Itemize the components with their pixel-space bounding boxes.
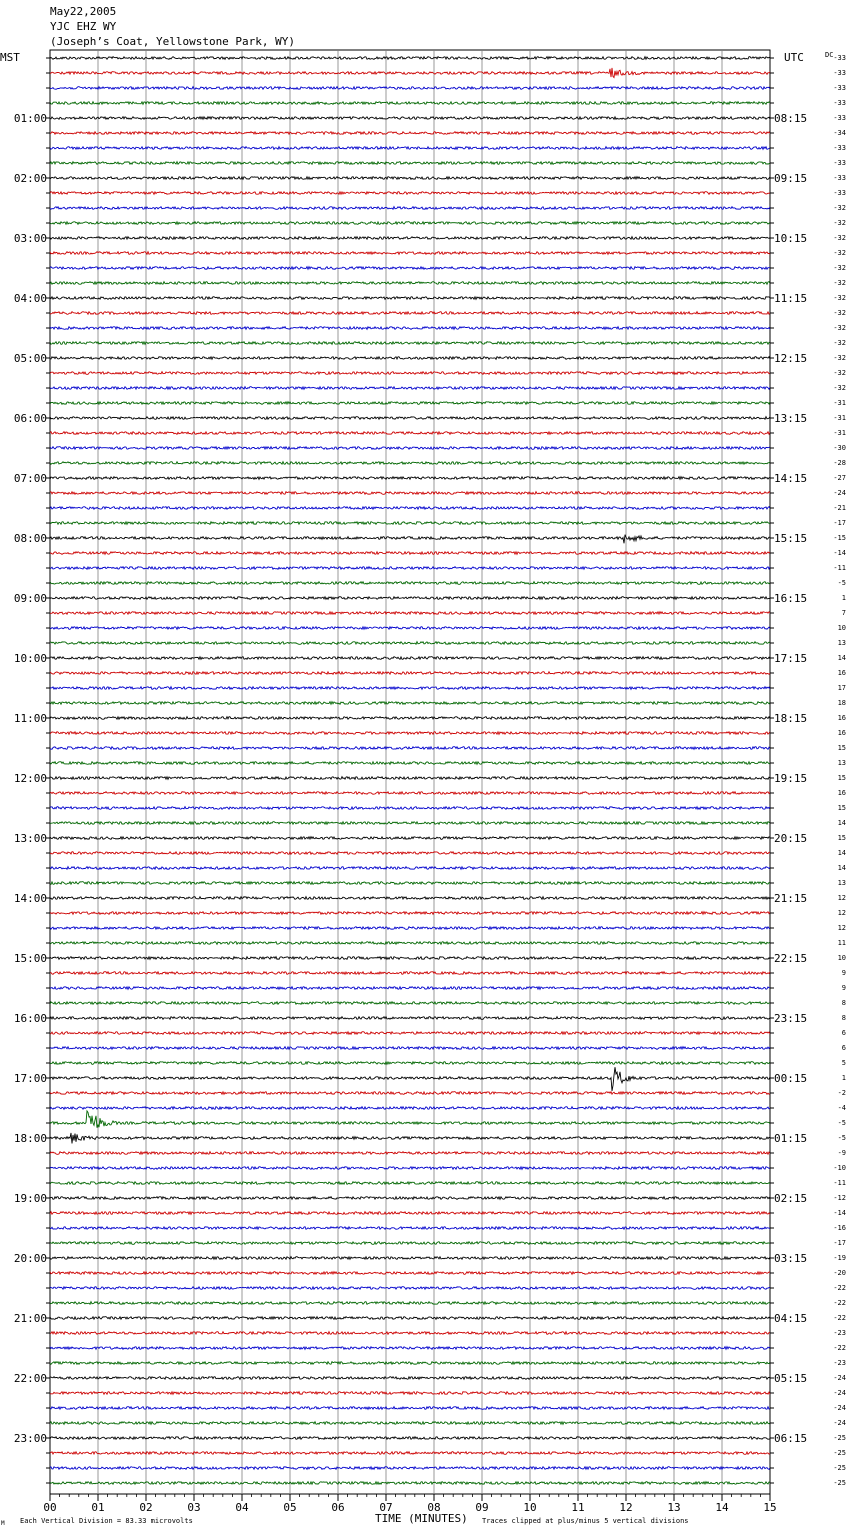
utc-hour-label: 06:15 <box>774 1432 808 1445</box>
dc-offset-label: -32 <box>833 204 846 212</box>
utc-hour-label: 22:15 <box>774 952 808 965</box>
trace-black <box>50 1317 770 1320</box>
trace-black <box>50 417 770 420</box>
trace-blue <box>50 1407 770 1410</box>
record-date: May22,2005 <box>50 5 117 18</box>
trace-red <box>50 552 770 555</box>
x-tick-label: 15 <box>763 1501 777 1514</box>
trace-red <box>50 1092 770 1095</box>
dc-offset-label: 14 <box>837 849 846 857</box>
utc-hour-label: 18:15 <box>774 712 808 725</box>
trace-red <box>50 1332 770 1335</box>
dc-offset-label: -31 <box>833 399 846 407</box>
clipping-note: Traces clipped at plus/minus 5 vertical divisions <box>482 1517 689 1525</box>
dc-offset-label: -32 <box>833 339 846 347</box>
trace-black <box>50 1377 770 1380</box>
chart-grid <box>50 50 770 1494</box>
dc-offset-label: 5 <box>841 1059 846 1067</box>
station-code: YJC EHZ WY <box>50 20 117 33</box>
dc-offset-label: -23 <box>833 1329 846 1337</box>
dc-offset-label: 13 <box>837 879 846 887</box>
left-timezone-label: MST <box>0 51 20 64</box>
trace-green <box>50 222 770 225</box>
dc-offset-label: 1 <box>841 594 846 602</box>
dc-offset-label: -16 <box>833 1224 846 1232</box>
trace-red <box>50 1212 770 1215</box>
trace-blue <box>50 327 770 330</box>
trace-green <box>50 462 770 465</box>
utc-hour-label: 01:15 <box>774 1132 808 1145</box>
mst-hour-label: 16:00 <box>13 1012 47 1025</box>
dc-offset-label: -33 <box>833 69 846 77</box>
trace-green <box>50 1182 770 1185</box>
trace-black <box>50 237 770 240</box>
trace-black <box>50 1067 770 1091</box>
dc-offset-label: -2 <box>837 1089 846 1097</box>
dc-offset-label: 8 <box>841 1014 846 1022</box>
trace-red <box>50 432 770 435</box>
dc-offset-label: 16 <box>837 714 846 722</box>
dc-offset-label: -23 <box>833 1359 846 1367</box>
dc-offset-label: -24 <box>833 1389 846 1397</box>
dc-offset-label: -24 <box>833 489 846 497</box>
dc-offset-label: -24 <box>833 1404 846 1412</box>
trace-blue <box>50 987 770 990</box>
utc-hour-label: 17:15 <box>774 652 808 665</box>
corner-mark: M <box>1 1520 5 1527</box>
trace-red <box>50 732 770 735</box>
trace-black <box>50 177 770 180</box>
dc-offset-label: 7 <box>841 609 846 617</box>
trace-blue <box>50 1107 770 1110</box>
mst-hour-label: 15:00 <box>13 952 47 965</box>
utc-hour-label: 08:15 <box>774 112 808 125</box>
utc-hour-label: 10:15 <box>774 232 808 245</box>
dc-offset-label: -17 <box>833 519 846 527</box>
trace-blue <box>50 807 770 810</box>
trace-red <box>50 1152 770 1155</box>
trace-red <box>50 68 770 78</box>
trace-green <box>50 582 770 585</box>
x-tick-label: 02 <box>139 1501 153 1514</box>
dc-offset-label: -32 <box>833 279 846 287</box>
dc-offset-label: -33 <box>833 84 846 92</box>
dc-offset-label: 10 <box>837 954 846 962</box>
trace-green <box>50 1362 770 1365</box>
dc-offset-label: 13 <box>837 759 846 767</box>
utc-hour-label: 11:15 <box>774 292 808 305</box>
dc-offset-label: 1 <box>841 1074 846 1082</box>
trace-red <box>50 372 770 375</box>
dc-offset-label: 16 <box>837 729 846 737</box>
mst-hour-label: 22:00 <box>13 1372 47 1385</box>
dc-offset-label: -10 <box>833 1164 846 1172</box>
trace-red <box>50 132 770 135</box>
mst-hour-label: 18:00 <box>13 1132 47 1145</box>
dc-offset-label: 15 <box>837 834 846 842</box>
trace-green <box>50 1482 770 1485</box>
utc-hour-label: 13:15 <box>774 412 808 425</box>
right-timezone-label: UTC <box>784 51 804 64</box>
mst-hour-label: 20:00 <box>13 1252 47 1265</box>
dc-offset-label: -31 <box>833 414 846 422</box>
dc-offset-label: -4 <box>837 1104 846 1112</box>
x-tick-label: 10 <box>523 1501 537 1514</box>
x-tick-label: 09 <box>475 1501 489 1514</box>
trace-red <box>50 612 770 615</box>
trace-green <box>50 642 770 645</box>
dc-offset-label: -32 <box>833 294 846 302</box>
dc-offset-label: -32 <box>833 369 846 377</box>
trace-blue <box>50 747 770 750</box>
trace-black <box>50 717 770 720</box>
trace-blue <box>50 1347 770 1350</box>
x-axis-title: TIME (MINUTES) <box>375 1512 468 1525</box>
dc-offset-label: 16 <box>837 669 846 677</box>
trace-blue <box>50 207 770 210</box>
mst-hour-label: 05:00 <box>13 352 47 365</box>
dc-offset-label: -34 <box>833 129 846 137</box>
trace-blue <box>50 1167 770 1170</box>
x-tick-label: 07 <box>379 1501 393 1514</box>
vertical-division-note: Each Vertical Division = 83.33 microvolts <box>20 1517 193 1525</box>
trace-black <box>50 657 770 660</box>
trace-blue <box>50 1227 770 1230</box>
trace-blue <box>50 927 770 930</box>
chart-axes <box>14 54 846 1514</box>
trace-red <box>50 252 770 255</box>
dc-offset-label: 9 <box>841 969 846 977</box>
x-tick-label: 05 <box>283 1501 297 1514</box>
utc-hour-label: 12:15 <box>774 352 808 365</box>
trace-blue <box>50 267 770 270</box>
trace-black <box>50 57 770 60</box>
trace-red <box>50 1452 770 1455</box>
mst-hour-label: 04:00 <box>13 292 47 305</box>
trace-black <box>50 1133 770 1144</box>
utc-hour-label: 15:15 <box>774 532 808 545</box>
mst-hour-label: 01:00 <box>13 112 47 125</box>
x-tick-label: 11 <box>571 1501 585 1514</box>
dc-offset-label: -5 <box>837 579 846 587</box>
dc-offset-label: -9 <box>837 1149 846 1157</box>
dc-offset-label: -32 <box>833 264 846 272</box>
utc-hour-label: 05:15 <box>774 1372 808 1385</box>
dc-offset-label: -25 <box>833 1449 846 1457</box>
mst-hour-label: 12:00 <box>13 772 47 785</box>
trace-black <box>50 777 770 780</box>
trace-green <box>50 1422 770 1425</box>
mst-hour-label: 10:00 <box>13 652 47 665</box>
dc-offset-label: 17 <box>837 684 846 692</box>
plot-frame <box>50 50 770 1494</box>
trace-green <box>50 882 770 885</box>
trace-blue <box>50 567 770 570</box>
trace-blue <box>50 447 770 450</box>
dc-offset-label: -22 <box>833 1284 846 1292</box>
trace-black <box>50 1257 770 1260</box>
dc-offset-label: -20 <box>833 1269 846 1277</box>
dc-offset-label: -33 <box>833 114 846 122</box>
utc-hour-label: 02:15 <box>774 1192 808 1205</box>
trace-blue <box>50 867 770 870</box>
dc-offset-label: 15 <box>837 804 846 812</box>
x-tick-label: 00 <box>43 1501 57 1514</box>
dc-offset-label: 6 <box>841 1029 846 1037</box>
trace-black <box>50 1437 770 1440</box>
trace-green <box>50 282 770 285</box>
trace-red <box>50 192 770 195</box>
mst-hour-label: 19:00 <box>13 1192 47 1205</box>
dc-offset-label: -12 <box>833 1194 846 1202</box>
dc-offset-label: -32 <box>833 249 846 257</box>
x-tick-label: 01 <box>91 1501 105 1514</box>
dc-offset-label: 10 <box>837 624 846 632</box>
dc-offset-label: 16 <box>837 789 846 797</box>
dc-offset-label: -33 <box>833 54 846 62</box>
dc-offset-label: -21 <box>833 504 846 512</box>
trace-green <box>50 702 770 705</box>
utc-hour-label: 16:15 <box>774 592 808 605</box>
dc-offset-label: -14 <box>833 1209 846 1217</box>
dc-offset-label: -33 <box>833 189 846 197</box>
dc-offset-label: -22 <box>833 1299 846 1307</box>
trace-red <box>50 972 770 975</box>
dc-offset-label: -32 <box>833 219 846 227</box>
trace-black <box>50 597 770 600</box>
x-tick-label: 08 <box>427 1501 441 1514</box>
dc-offset-label: -32 <box>833 234 846 242</box>
mst-hour-label: 06:00 <box>13 412 47 425</box>
dc-offset-label: -5 <box>837 1134 846 1142</box>
trace-red <box>50 492 770 495</box>
utc-hour-label: 14:15 <box>774 472 808 485</box>
dc-offset-label: -24 <box>833 1419 846 1427</box>
mst-hour-label: 02:00 <box>13 172 47 185</box>
dc-offset-label: -11 <box>833 564 846 572</box>
trace-green <box>50 1111 770 1128</box>
trace-green <box>50 1242 770 1245</box>
trace-green <box>50 1002 770 1005</box>
trace-green <box>50 1062 770 1065</box>
dc-offset-label: -32 <box>833 384 846 392</box>
x-tick-label: 04 <box>235 1501 249 1514</box>
dc-label: DC <box>825 51 834 59</box>
trace-green <box>50 162 770 165</box>
trace-red <box>50 312 770 315</box>
mst-hour-label: 23:00 <box>13 1432 47 1445</box>
trace-black <box>50 897 770 900</box>
utc-hour-label: 23:15 <box>774 1012 808 1025</box>
trace-blue <box>50 1467 770 1470</box>
trace-blue <box>50 147 770 150</box>
trace-black <box>50 1017 770 1020</box>
dc-offset-label: -28 <box>833 459 846 467</box>
dc-offset-label: -22 <box>833 1344 846 1352</box>
dc-offset-label: 15 <box>837 774 846 782</box>
dc-offset-label: -5 <box>837 1119 846 1127</box>
dc-offset-label: -33 <box>833 99 846 107</box>
trace-blue <box>50 687 770 690</box>
mst-hour-label: 07:00 <box>13 472 47 485</box>
dc-offset-label: -19 <box>833 1254 846 1262</box>
utc-hour-label: 00:15 <box>774 1072 808 1085</box>
mst-hour-label: 11:00 <box>13 712 47 725</box>
dc-offset-label: 12 <box>837 909 846 917</box>
trace-red <box>50 1272 770 1275</box>
dc-offset-label: 9 <box>841 984 846 992</box>
utc-hour-label: 21:15 <box>774 892 808 905</box>
trace-blue <box>50 1047 770 1050</box>
dc-offset-label: -11 <box>833 1179 846 1187</box>
dc-offset-label: -33 <box>833 174 846 182</box>
dc-offset-label: -32 <box>833 324 846 332</box>
dc-offset-label: 8 <box>841 999 846 1007</box>
dc-offset-label: -24 <box>833 1374 846 1382</box>
x-tick-label: 03 <box>187 1501 201 1514</box>
station-location: (Joseph’s Coat, Yellowstone Park, WY) <box>50 35 296 48</box>
trace-black <box>50 297 770 300</box>
trace-blue <box>50 87 770 90</box>
mst-hour-label: 13:00 <box>13 832 47 845</box>
trace-red <box>50 1032 770 1035</box>
dc-offset-label: 12 <box>837 924 846 932</box>
dc-offset-label: 15 <box>837 744 846 752</box>
dc-offset-label: -25 <box>833 1479 846 1487</box>
utc-hour-label: 04:15 <box>774 1312 808 1325</box>
trace-lines <box>50 57 770 1485</box>
trace-black <box>50 957 770 960</box>
trace-green <box>50 402 770 405</box>
dc-offset-label: 12 <box>837 894 846 902</box>
dc-offset-label: 14 <box>837 864 846 872</box>
trace-blue <box>50 507 770 510</box>
trace-red <box>50 852 770 855</box>
trace-black <box>50 357 770 360</box>
trace-black <box>50 1197 770 1200</box>
dc-offset-label: -32 <box>833 354 846 362</box>
trace-red <box>50 1392 770 1395</box>
mst-hour-label: 08:00 <box>13 532 47 545</box>
mst-hour-label: 09:00 <box>13 592 47 605</box>
trace-green <box>50 522 770 525</box>
mst-hour-label: 14:00 <box>13 892 47 905</box>
utc-hour-label: 19:15 <box>774 772 808 785</box>
trace-blue <box>50 387 770 390</box>
dc-offset-label: 14 <box>837 819 846 827</box>
mst-hour-label: 21:00 <box>13 1312 47 1325</box>
dc-offset-label: -25 <box>833 1464 846 1472</box>
dc-offset-label: -27 <box>833 474 846 482</box>
dc-offset-label: 13 <box>837 639 846 647</box>
dc-offset-label: -33 <box>833 144 846 152</box>
dc-offset-label: 11 <box>837 939 846 947</box>
dc-offset-label: -25 <box>833 1434 846 1442</box>
trace-black <box>50 535 770 544</box>
utc-hour-label: 09:15 <box>774 172 808 185</box>
dc-offset-label: -15 <box>833 534 846 542</box>
trace-black <box>50 117 770 120</box>
trace-blue <box>50 1287 770 1290</box>
dc-offset-label: 6 <box>841 1044 846 1052</box>
trace-green <box>50 822 770 825</box>
dc-offset-label: 14 <box>837 654 846 662</box>
trace-red <box>50 792 770 795</box>
dc-offset-label: -14 <box>833 549 846 557</box>
dc-offset-label: -17 <box>833 1239 846 1247</box>
mst-hour-label: 03:00 <box>13 232 47 245</box>
utc-hour-label: 20:15 <box>774 832 808 845</box>
x-tick-label: 06 <box>331 1501 345 1514</box>
trace-green <box>50 762 770 765</box>
trace-red <box>50 672 770 675</box>
dc-offset-label: -22 <box>833 1314 846 1322</box>
trace-green <box>50 1302 770 1305</box>
trace-black <box>50 477 770 480</box>
dc-offset-label: -30 <box>833 444 846 452</box>
trace-green <box>50 102 770 105</box>
x-tick-label: 12 <box>619 1501 633 1514</box>
dc-offset-label: -32 <box>833 309 846 317</box>
trace-red <box>50 912 770 915</box>
dc-offset-label: 18 <box>837 699 846 707</box>
utc-hour-label: 03:15 <box>774 1252 808 1265</box>
x-tick-label: 14 <box>715 1501 729 1514</box>
dc-offset-label: -33 <box>833 159 846 167</box>
trace-black <box>50 837 770 840</box>
dc-offset-label: -31 <box>833 429 846 437</box>
trace-green <box>50 342 770 345</box>
trace-blue <box>50 627 770 630</box>
x-tick-label: 13 <box>667 1501 681 1514</box>
trace-green <box>50 942 770 945</box>
mst-hour-label: 17:00 <box>13 1072 47 1085</box>
